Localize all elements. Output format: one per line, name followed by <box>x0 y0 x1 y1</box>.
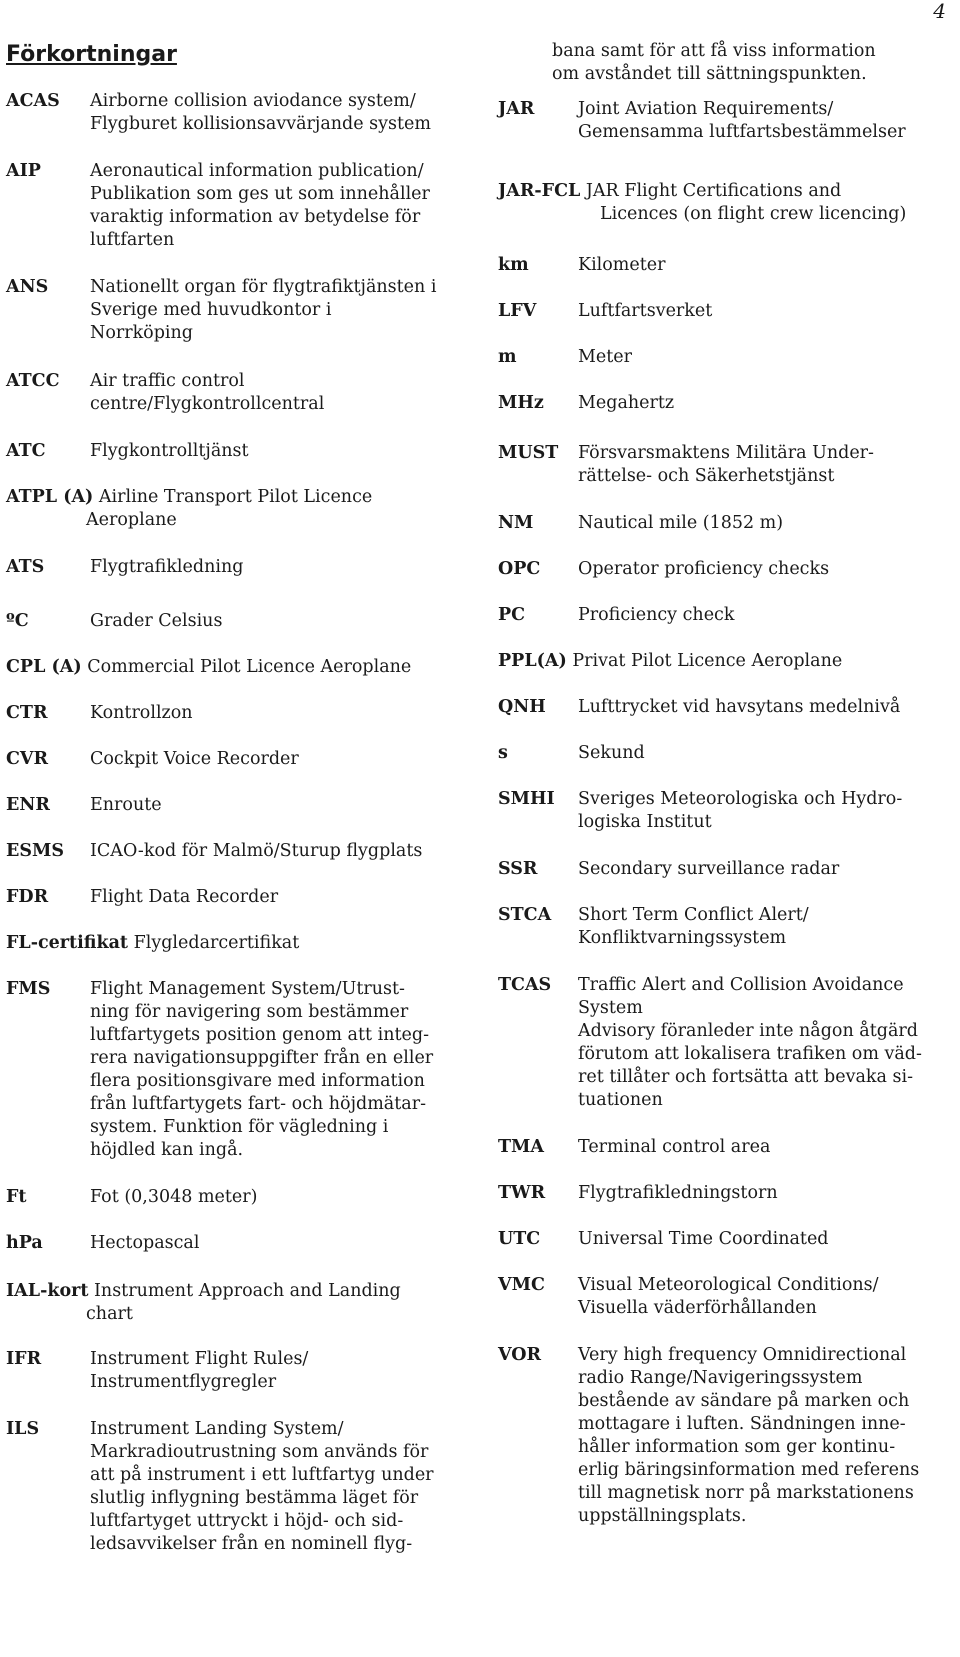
abbreviation-entry <box>6 840 446 863</box>
abbreviation-entry <box>498 1182 938 1205</box>
abbreviation-term: MHz <box>498 393 544 413</box>
abbreviation-entry <box>498 1228 938 1251</box>
abbreviation-definition: Sekund <box>578 743 645 763</box>
abbreviation-entry <box>6 702 446 725</box>
abbreviation-term: SMHI <box>498 789 555 809</box>
abbreviation-term: JAR-FCL <box>498 181 581 201</box>
left-column <box>6 40 446 1554</box>
abbreviation-term: ATS <box>6 557 45 577</box>
abbreviation-entry <box>498 742 938 765</box>
abbreviation-entry <box>6 160 446 252</box>
abbreviation-definition: Flygkontrolltjänst <box>90 441 249 461</box>
page-title: Förkortningar <box>6 42 177 67</box>
abbreviation-term: ESMS <box>6 841 64 861</box>
abbreviation-definition: Lufttrycket vid havsytans medelnivå <box>578 697 901 717</box>
abbreviation-definition: Hectopascal <box>90 1233 200 1253</box>
abbreviation-definition: Joint Aviation Requirements/ Gemensamma luftfartsbestämmelser <box>578 99 906 142</box>
abbreviation-definition: Cockpit Voice Recorder <box>90 749 299 769</box>
abbreviation-term: CTR <box>6 703 48 723</box>
abbreviation-term: CVR <box>6 749 49 769</box>
abbreviation-definition: Instrument Landing System/ Markradioutrustning som används för att på instrument i ett luftfartyg under slutlig inflygning bestämma läget för luftfartyget uttryckt i höjd- och sid- ledsavvikelser från en nominell flyg- <box>90 1419 434 1554</box>
abbreviation-entry <box>6 90 446 136</box>
abbreviation-definition <box>82 657 412 677</box>
abbreviation-entry <box>6 1348 446 1394</box>
abbreviation-entry <box>6 1186 446 1209</box>
abbreviation-definition: Proficiency check <box>578 605 735 625</box>
abbreviation-definition: Universal Time Coordinated <box>578 1229 829 1249</box>
abbreviation-term: CPL (A) <box>6 657 82 677</box>
definition-text: Flygledarcertifikat <box>133 933 300 953</box>
abbreviation-entry <box>6 656 446 679</box>
abbreviation-entry <box>6 276 446 345</box>
abbreviation-entry <box>6 748 446 771</box>
abbreviation-term: LFV <box>498 301 537 321</box>
abbreviation-entry <box>498 788 938 834</box>
abbreviation-term: STCA <box>498 905 552 925</box>
abbreviation-term: OPC <box>498 559 541 579</box>
abbreviation-term: ENR <box>6 795 50 815</box>
abbreviation-term: ºC <box>6 611 29 631</box>
abbreviation-definition: Flygtrafikledningstorn <box>578 1183 778 1203</box>
abbreviation-term: UTC <box>498 1229 541 1249</box>
abbreviation-term: JAR <box>498 99 535 119</box>
definition-continuation: Licences (on flight crew licencing) <box>600 204 907 224</box>
abbreviation-definition: Airborne collision aviodance system/ Flygburet kollisionsavvärjande system <box>90 91 432 134</box>
abbreviation-term: km <box>498 255 529 275</box>
abbreviation-definition: Försvarsmaktens Militära Under- rättelse- och Säkerhetstjänst <box>578 443 874 486</box>
definition-text: Instrument Approach and Landing <box>94 1281 401 1301</box>
abbreviation-term: VOR <box>498 1345 542 1365</box>
abbreviation-definition: Operator proficiency checks <box>578 559 830 579</box>
abbreviation-definition: Megahertz <box>578 393 675 413</box>
abbreviation-term: ATCC <box>6 371 60 391</box>
abbreviation-definition: Visual Meteorological Conditions/ Visuella väderförhållanden <box>578 1275 879 1318</box>
abbreviation-definition: Instrument Flight Rules/ Instrumentflygregler <box>90 1349 309 1392</box>
abbreviation-definition: Fot (0,3048 meter) <box>90 1187 258 1207</box>
abbreviation-entry <box>498 904 938 950</box>
abbreviation-entry <box>498 254 938 277</box>
abbreviation-term: AIP <box>6 161 41 181</box>
abbreviation-definition: Nationellt organ för flygtrafiktjänsten i Sverige med huvudkontor i Norrköping <box>90 277 437 343</box>
abbreviation-term: PC <box>498 605 526 625</box>
abbreviation-entry <box>498 442 938 488</box>
abbreviation-entry <box>6 440 446 463</box>
abbreviation-entry <box>6 370 446 416</box>
abbreviation-entry <box>498 604 938 627</box>
abbreviation-term: PPL(A) <box>498 651 567 671</box>
abbreviation-definition: Enroute <box>90 795 162 815</box>
abbreviation-definition: Aeronautical information publication/ Publikation som ges ut som innehåller varaktig information av betydelse för luftfarten <box>90 161 430 250</box>
abbreviation-entry <box>6 610 446 633</box>
abbreviation-entry <box>498 512 938 535</box>
abbreviation-definition: Terminal control area <box>578 1137 771 1157</box>
abbreviation-definition: ICAO-kod för Malmö/Sturup flygplats <box>90 841 423 861</box>
definition-text: Commercial Pilot Licence Aeroplane <box>87 657 412 677</box>
abbreviation-term: VMC <box>498 1275 545 1295</box>
abbreviation-definition: Flight Management System/Utrust- ning för navigering som bestämmer luftfartygets position genom att integ- rera navigationsuppgifter från en eller flera positionsgivare med information från luftfartygets fart- och höjdmätar- system. Funktion för vägledning i höjdled kan ingå. <box>90 979 434 1160</box>
abbreviation-term: NM <box>498 513 534 533</box>
abbreviation-entry <box>6 1418 446 1556</box>
abbreviation-term: FDR <box>6 887 49 907</box>
abbreviation-term: IAL-kort <box>6 1281 89 1301</box>
continued-text: bana samt för att få viss information om avståndet till sättningspunkten. <box>552 41 876 84</box>
abbreviation-definition: Nautical mile (1852 m) <box>578 513 784 533</box>
abbreviation-entry <box>498 558 938 581</box>
definition-text: Privat Pilot Licence Aeroplane <box>572 651 843 671</box>
abbreviation-term: FMS <box>6 979 51 999</box>
abbreviation-entry <box>498 180 938 226</box>
abbreviation-definition: Kilometer <box>578 255 666 275</box>
abbreviation-term: ATPL (A) <box>6 487 94 507</box>
abbreviation-term: m <box>498 347 517 367</box>
abbreviation-entry <box>6 486 446 532</box>
abbreviation-entry <box>6 978 446 1162</box>
abbreviation-entry <box>498 392 938 415</box>
abbreviation-definition: Air traffic control centre/Flygkontrollcentral <box>90 371 325 414</box>
abbreviation-entry <box>498 696 938 719</box>
abbreviation-term: QNH <box>498 697 546 717</box>
abbreviation-definition <box>567 651 842 671</box>
abbreviation-definition: Flygtrafikledning <box>90 557 244 577</box>
abbreviation-term: IFR <box>6 1349 42 1369</box>
abbreviation-entry <box>498 346 938 369</box>
abbreviation-term: ATC <box>6 441 46 461</box>
abbreviation-entry <box>498 300 938 323</box>
abbreviation-term: s <box>498 743 508 763</box>
abbreviation-entry <box>498 1344 938 1528</box>
abbreviation-term: MUST <box>498 443 559 463</box>
abbreviation-entry <box>6 886 446 909</box>
abbreviation-term: TCAS <box>498 975 552 995</box>
abbreviation-entry <box>6 932 446 955</box>
abbreviation-term: TMA <box>498 1137 544 1157</box>
abbreviation-entry <box>498 974 938 1112</box>
abbreviation-term: FL-certifikat <box>6 933 129 953</box>
definition-text: JAR Flight Certifications and <box>585 181 842 201</box>
abbreviation-term: hPa <box>6 1233 43 1253</box>
abbreviation-term: ANS <box>6 277 49 297</box>
abbreviation-definition <box>128 933 299 953</box>
abbreviation-entry <box>6 794 446 817</box>
definition-continuation: Aeroplane <box>86 510 177 530</box>
abbreviation-definition: Luftfartsverket <box>578 301 713 321</box>
abbreviation-definition: Flight Data Recorder <box>90 887 279 907</box>
abbreviation-definition: Grader Celsius <box>90 611 223 631</box>
abbreviation-definition: Secondary surveillance radar <box>578 859 840 879</box>
abbreviation-definition: Meter <box>578 347 633 367</box>
abbreviation-entry <box>6 1232 446 1255</box>
definition-continuation: chart <box>86 1304 133 1324</box>
abbreviation-definition: Short Term Conflict Alert/ Konfliktvarningssystem <box>578 905 809 948</box>
definition-text: Airline Transport Pilot Licence <box>98 487 373 507</box>
abbreviation-definition: Kontrollzon <box>90 703 193 723</box>
abbreviation-entry <box>498 1136 938 1159</box>
abbreviation-entry <box>498 858 938 881</box>
abbreviation-term: ILS <box>6 1419 40 1439</box>
abbreviation-entry <box>498 98 938 144</box>
abbreviation-entry <box>6 556 446 579</box>
abbreviation-term: SSR <box>498 859 538 879</box>
abbreviation-definition: Traffic Alert and Collision Avoidance System Advisory föranleder inte någon åtgärd förutom att lokalisera trafiken om väd- ret tillåter och fortsätta att bevaka si- tuationen <box>578 975 922 1110</box>
abbreviation-entry <box>498 1274 938 1320</box>
right-column <box>498 40 938 1526</box>
page-number: 4 <box>933 0 946 23</box>
abbreviation-term: ACAS <box>6 91 60 111</box>
abbreviation-entry <box>498 650 938 673</box>
abbreviation-term: Ft <box>6 1187 27 1207</box>
abbreviation-entry <box>6 1280 446 1326</box>
abbreviation-definition: Sveriges Meteorologiska och Hydro- logiska Institut <box>578 789 903 832</box>
abbreviation-definition: Very high frequency Omnidirectional radio Range/Navigeringssystem bestående av sändare på marken och mottagare i luften. Sändningen inne- håller information som ger kontinu- erlig bäringsinformation med referens till magnetisk norr på markstationens uppställningsplats. <box>578 1345 920 1526</box>
abbreviation-term: TWR <box>498 1183 546 1203</box>
